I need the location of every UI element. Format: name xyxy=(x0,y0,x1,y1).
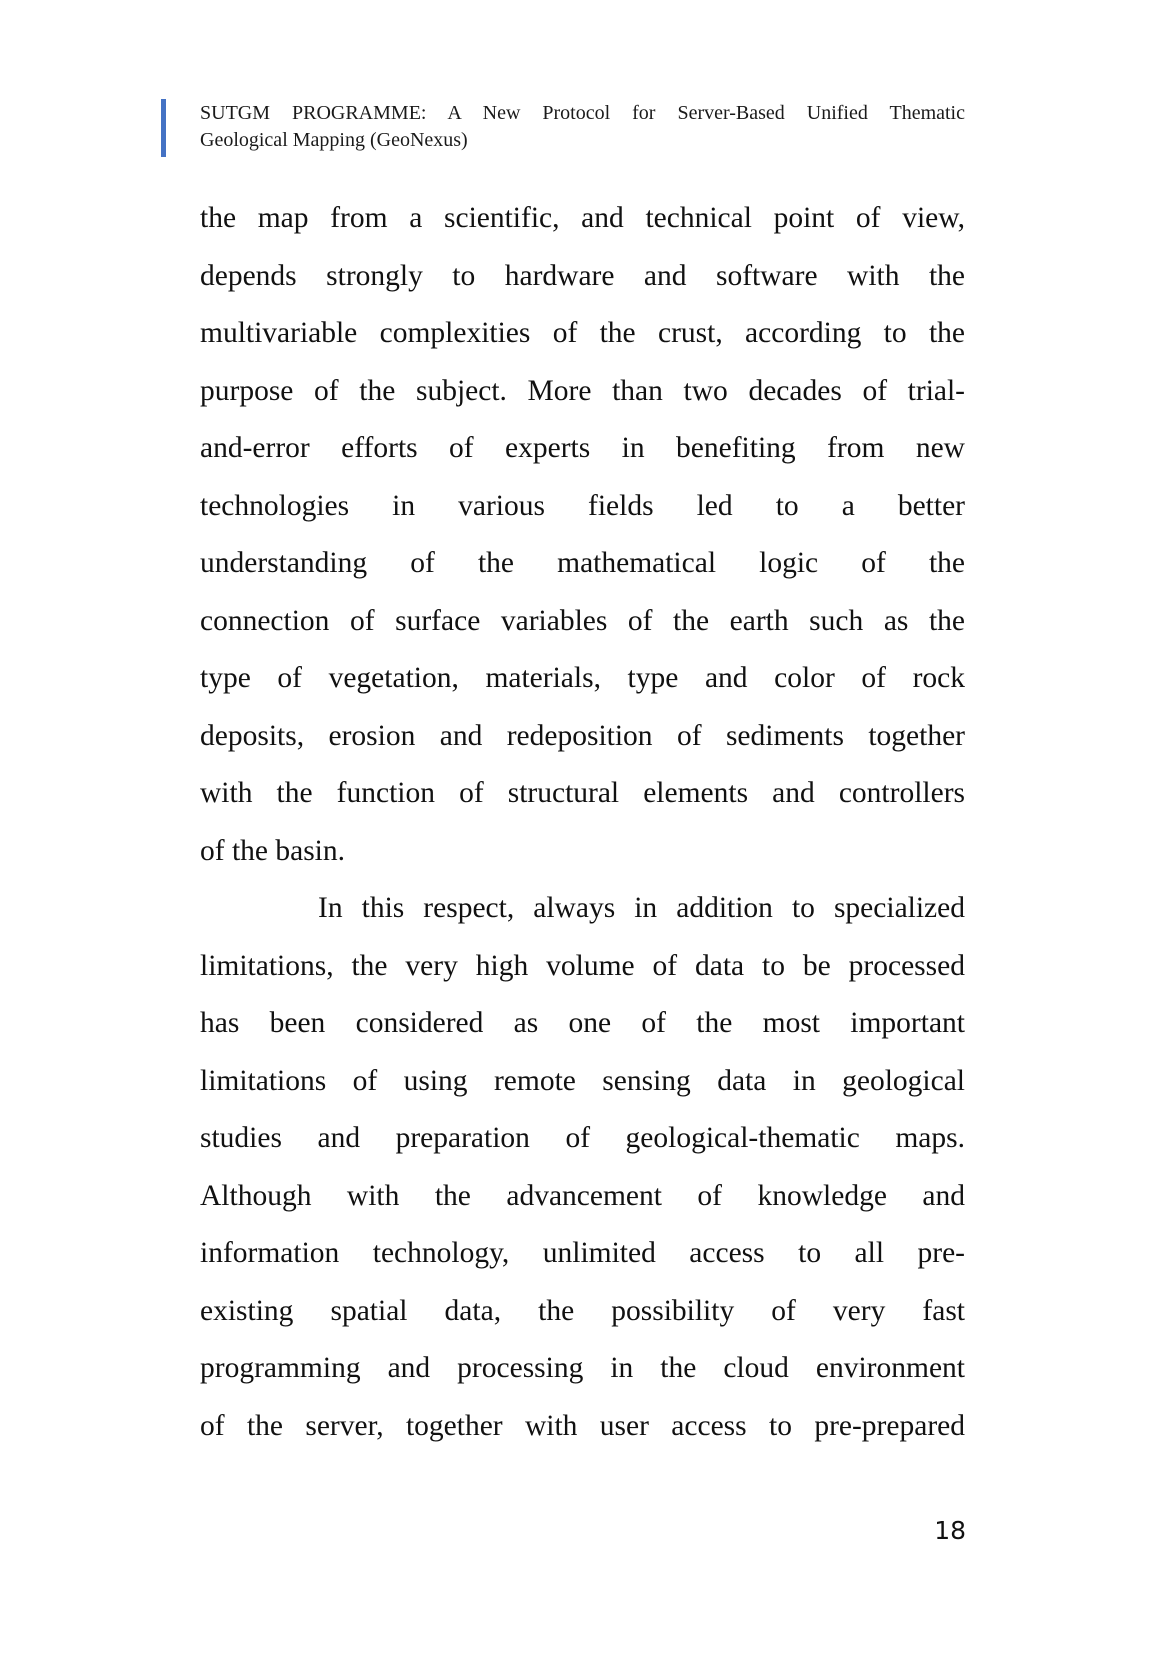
text-line: of the server, together with user access to pre-prepared xyxy=(200,1409,965,1442)
text-line: connection of surface variables of the earth such as the xyxy=(200,604,965,637)
text-line: limitations, the very high volume of data to be processed xyxy=(200,949,965,982)
text-line: with the function of structural elements and controllers xyxy=(200,777,965,809)
page-number: 18 xyxy=(934,1516,966,1545)
text-line: has been considered as one of the most important xyxy=(200,1007,965,1039)
text-line: deposits, erosion and redeposition of sediments together xyxy=(200,719,965,752)
running-header xyxy=(200,100,965,154)
text-line: type of vegetation, materials, type and color of rock xyxy=(200,662,965,694)
text-line: existing spatial data, the possibility of very fast xyxy=(200,1294,965,1327)
paragraph-1 xyxy=(200,190,965,880)
text-line: technologies in various fields led to a better xyxy=(200,489,965,522)
header-title-line-2: Geological Mapping (GeoNexus) xyxy=(200,129,468,151)
paragraph-2 xyxy=(200,880,965,1455)
header-accent-bar xyxy=(161,99,166,157)
text-line: depends strongly to hardware and software with the xyxy=(200,259,965,292)
text-line: understanding of the mathematical logic of the xyxy=(200,547,965,579)
header-title-line-1: SUTGM PROGRAMME: A New Protocol for Server-Based Unified Thematic xyxy=(200,102,965,124)
text-line: Although with the advancement of knowledge and xyxy=(200,1179,965,1212)
text-line: the map from a scientific, and technical point of view, xyxy=(200,202,965,234)
text-line: limitations of using remote sensing data in geological xyxy=(200,1064,965,1097)
text-line: information technology, unlimited access to all pre- xyxy=(200,1237,965,1269)
body-text xyxy=(200,190,965,1455)
text-line: studies and preparation of geological-thematic maps. xyxy=(200,1122,965,1154)
text-line: purpose of the subject. More than two decades of trial- xyxy=(200,374,965,407)
text-line: multivariable complexities of the crust, according to the xyxy=(200,317,965,349)
text-line: and-error efforts of experts in benefiting from new xyxy=(200,432,965,464)
text-line: programming and processing in the cloud environment xyxy=(200,1352,965,1384)
text-line: of the basin. xyxy=(200,834,346,867)
text-line: In this respect, always in addition to specialized xyxy=(318,892,965,924)
